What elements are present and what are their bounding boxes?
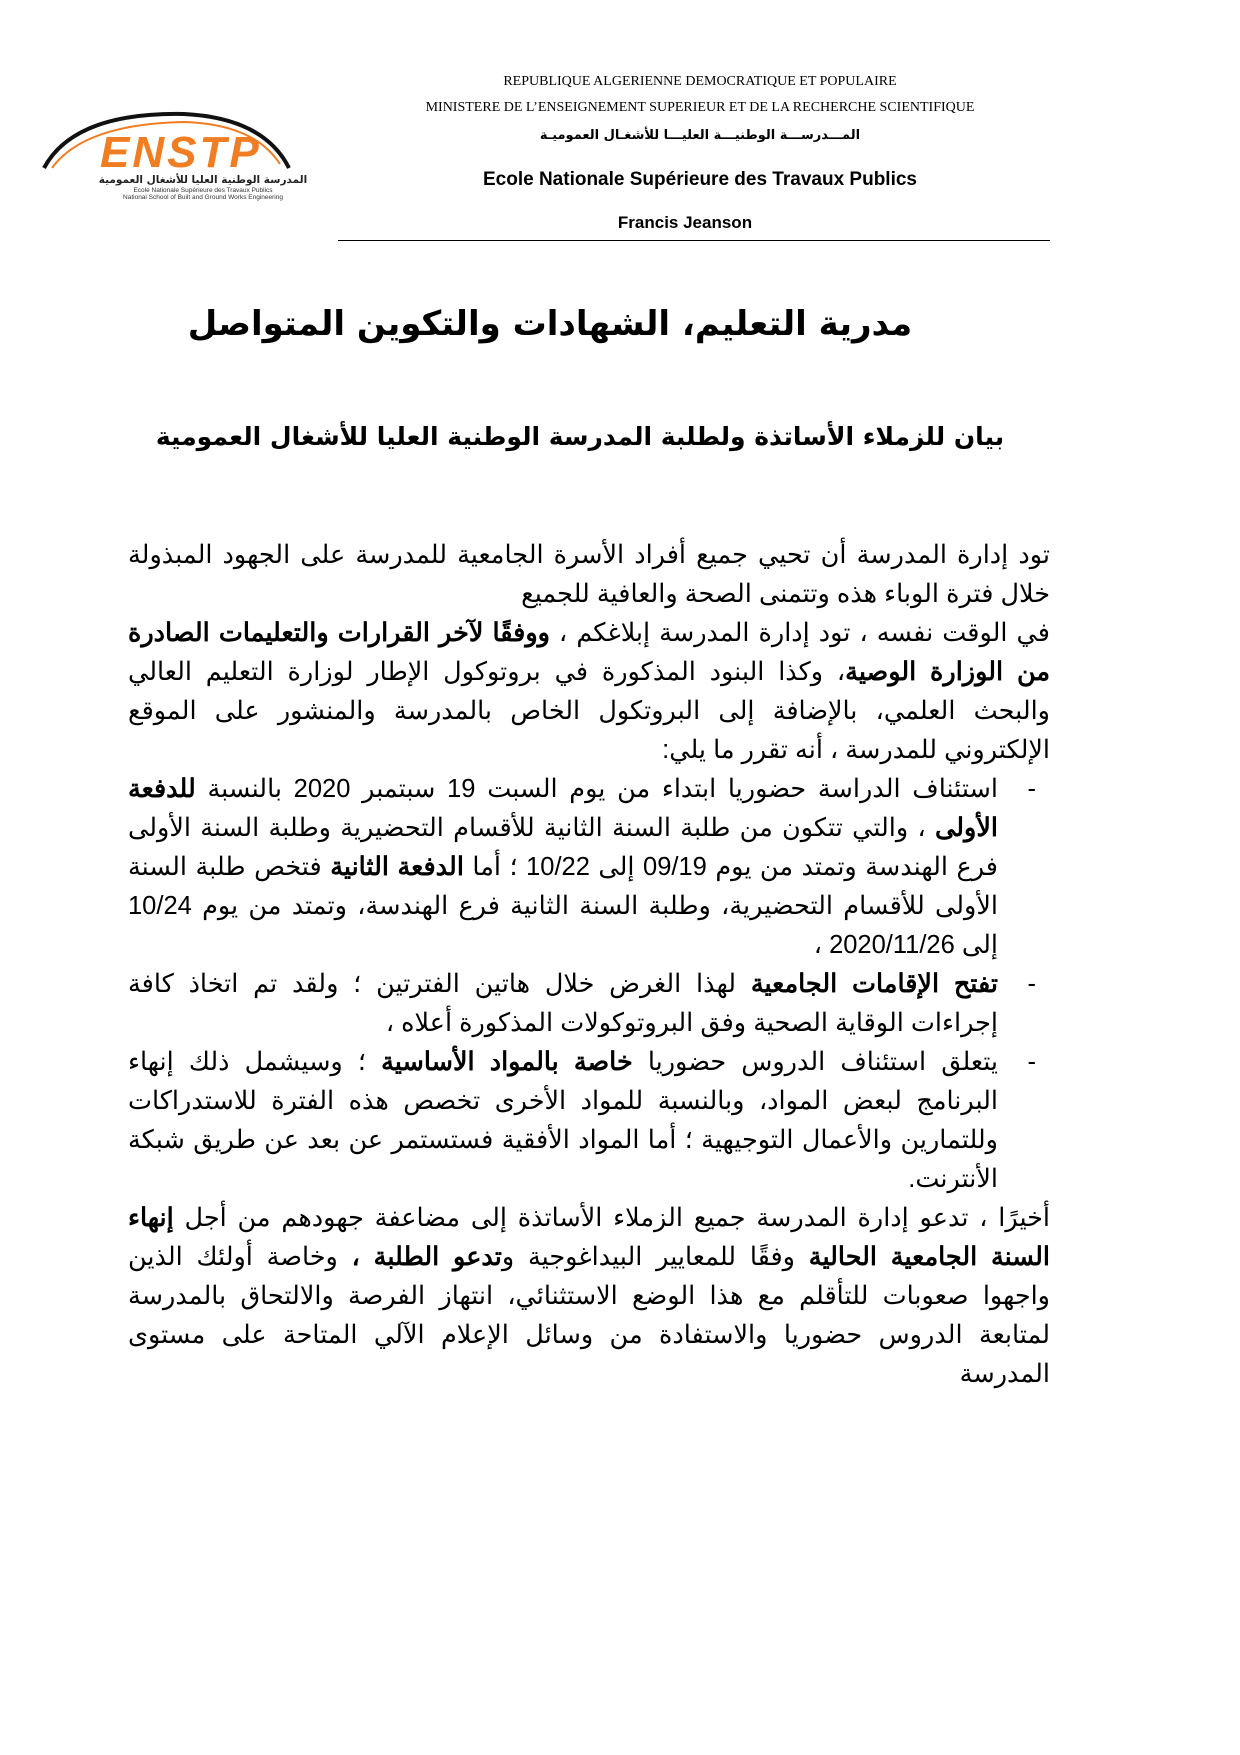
text-run: وخاصة أولئك الذين واجهوا صعوبات للتأقلم مع هذا الوضع الاستثنائي، انتهاز الفرصة والالتحاق بالمدرسة لمتابعة الدروس حضوريا والاستفادة من وسائل الإعلام الآلي المتاحة على مستوى المدرسة [128, 1243, 1050, 1388]
text-run: استئناف الدراسة حضوريا ابتداء من يوم السبت 19 سبتمبر 2020 بالنسبة [195, 775, 999, 803]
list-item-residences [128, 965, 1050, 1043]
text-run: ، والتي تتكون من طلبة السنة الثانية للأقسام التحضيرية وطلبة السنة الأولى فرع الهندسة وتمتد من يوم 09/19 إلى 10/22 ؛ أما [128, 814, 998, 881]
header-school-fr: Ecole Nationale Supérieure des Travaux Publics [482, 169, 917, 190]
list-item-resumption [128, 770, 1050, 965]
text-run: في الوقت نفسه ، تود إدارة المدرسة إبلاغكم ، [549, 619, 1050, 647]
header-ministry: MINISTERE DE L’ENSEIGNEMENT SUPERIEUR ET DE LA RECHERCHE SCIENTIFIQUE [425, 100, 975, 115]
statement-body [128, 536, 1050, 1394]
paragraph-greeting: تود إدارة المدرسة أن تحيي جميع أفراد الأسرة الجامعية للمدرسة على الجهود المبذولة خلال فترة الوباء هذه وتتمنى الصحة والعافية للجميع [128, 541, 1050, 608]
dash-bullet: - [1027, 775, 1036, 803]
bold-text-run: خاصة بالمواد الأساسية [381, 1048, 633, 1076]
decision-list [128, 770, 1050, 1199]
list-item-courses [128, 1043, 1050, 1199]
paragraph-decision-intro [128, 614, 1050, 770]
text-run: أخيرًا ، تدعو إدارة المدرسة جميع الزملاء الأساتذة إلى مضاعفة جهودهم من أجل [173, 1204, 1050, 1232]
bold-text-run: الدفعة الثانية [330, 853, 464, 881]
header-school-ar: المـــدرســـة الوطنيـــة العليـــا للأشغـال العموميـة [539, 128, 861, 143]
logo-name-fr-en [98, 187, 308, 201]
bold-text-run: تدعو الطلبة ، [351, 1243, 502, 1271]
dash-bullet: - [1027, 970, 1036, 998]
bold-text-run: تفتح الإقامات الجامعية [750, 970, 999, 998]
paragraph-closing [128, 1199, 1050, 1394]
text-run: وفقًا للمعايير البيداغوجية و [501, 1243, 809, 1271]
statement-title: بيان للزملاء الأساتذة ولطلبة المدرسة الوطنية العليا للأشغال العمومية [155, 422, 1005, 451]
text-run: فتخص طلبة السنة الأولى للأقسام التحضيرية، وطلبة السنة الثانية فرع الهندسة، وتمتد من يوم 10/24 إلى 2020/11/26 ، [128, 853, 998, 959]
logo-name-fr: Ecole Nationale Supérieure des Travaux Publics [133, 187, 273, 194]
logo-name-ar: المدرسة الوطنية العليا للأشغال العمومية [98, 174, 308, 186]
text-run: لهذا الغرض خلال هاتين الفترتين ؛ ولقد تم اتخاذ كافة إجراءات الوقاية الصحية وفق البروتوكولات المذكورة أعلاه ، [128, 970, 998, 1037]
header-republic: REPUBLIQUE ALGERIENNE DEMOCRATIQUE ET POPULAIRE [503, 74, 897, 89]
logo-acronym: ENSTP [100, 128, 262, 177]
bold-text-run: للدفعة الأولى [128, 775, 998, 842]
enstp-logo [34, 108, 308, 204]
header-divider [338, 240, 1050, 241]
dash-bullet: - [1027, 1048, 1036, 1076]
bold-text-run: ووفقًا لآخر القرارات والتعليمات الصادرة من الوزارة الوصية [128, 619, 1051, 686]
directorate-title: مدرية التعليم، الشهادات والتكوين المتواصل [187, 304, 913, 344]
header-school-name: Francis Jeanson [617, 213, 753, 232]
bold-text-run: إنهاء السنة الجامعية الحالية [128, 1204, 1050, 1271]
text-run: ؛ وسيشمل ذلك إنهاء البرنامج لبعض المواد، وبالنسبة للمواد الأخرى تخصص هذه الفترة للاستدراكات وللتمارين والأعمال التوجيهية ؛ أما المواد الأفقية فستستمر عن بعد عن طريق شبكة الأنترنت. [128, 1048, 998, 1193]
logo-name-en: National School of Built and Ground Works Engineering [123, 194, 283, 201]
text-run: ، وكذا البنود المذكورة في بروتوكول الإطار لوزارة التعليم العالي والبحث العلمي، بالإضافة إلى البروتكول الخاص بالمدرسة والمنشور على الموقع الإلكتروني للمدرسة ، أنه تقرر ما يلي: [128, 658, 1050, 764]
text-run: يتعلق استئناف الدروس حضوريا [632, 1048, 998, 1076]
